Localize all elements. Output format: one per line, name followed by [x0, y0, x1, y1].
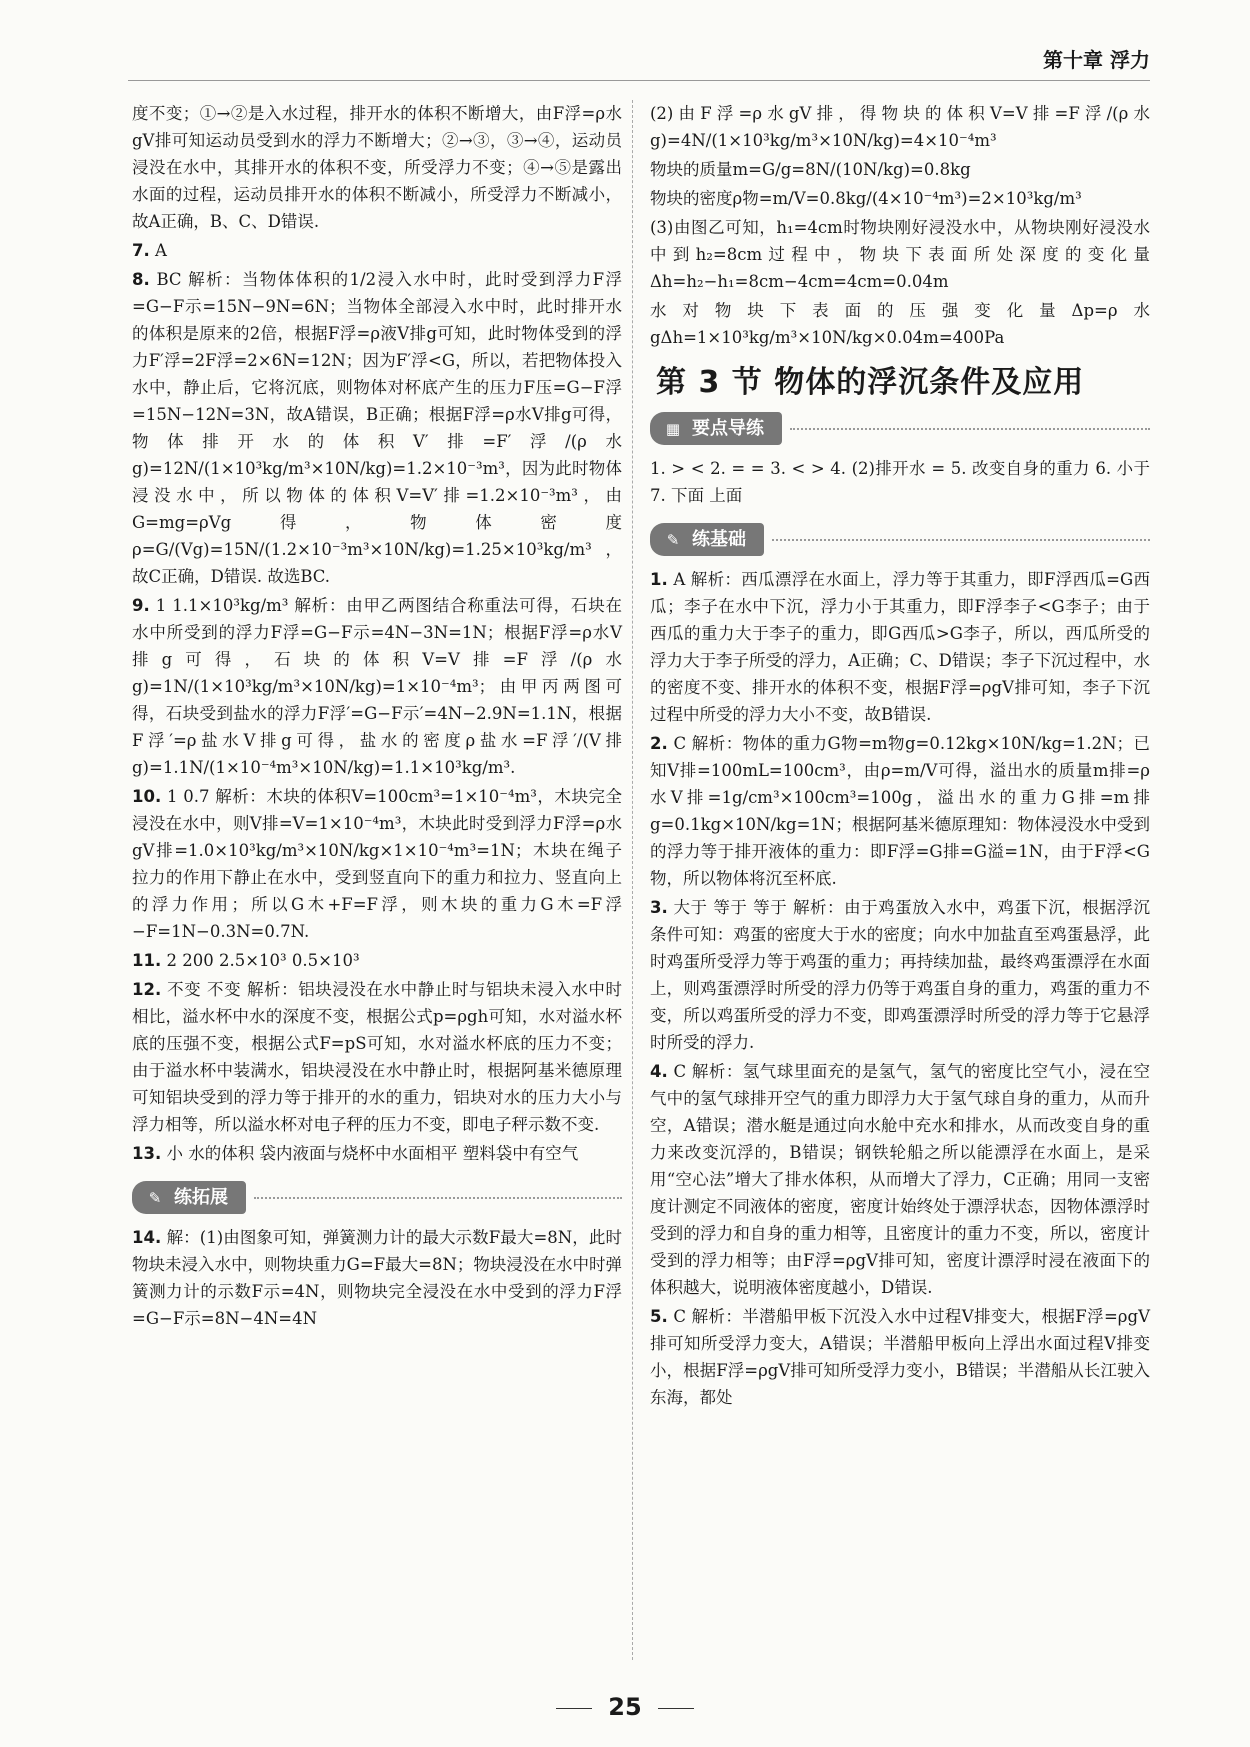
answer-item — [132, 1224, 622, 1332]
item-text: 2 200 2.5×10³ 0.5×10³ — [166, 951, 360, 970]
item-text: 1 0.7 解析：木块的体积V=100cm³=1×10⁻⁴m³，木块完全浸没在水中，则V排=V=1×10⁻⁴m³，木块此时受到浮力F浮=ρ水gV排=1.0×10³kg/m³×10N/kg×1×10⁻⁴m³=1N；木块在绳子拉力的作用下静止在水中，受到竖直向下的重力和拉力、竖直向上的浮力作用；所以G木+F=F浮，则木块的重力G木=F浮−F=1N−0.3N=0.7N. — [132, 787, 622, 941]
banner-tag — [132, 1181, 246, 1214]
answer-item — [650, 730, 1150, 892]
item-number: 8. — [132, 270, 150, 289]
item-number: 11. — [132, 951, 162, 970]
item-number: 14. — [132, 1228, 162, 1247]
answer-item — [650, 894, 1150, 1056]
item-text: 度不变；①→②是入水过程，排开水的体积不断增大，由F浮=ρ水gV排可知运动员受到水的浮力不断增大；②→③，③→④，运动员浸没在水中，其排开水的体积不变，所受浮力不变；④→⑤是露出水面的过程，运动员排开水的体积不断减小，所受浮力不断减小，故A正确，B、C、D错误. — [132, 104, 622, 231]
answer-item — [650, 566, 1150, 728]
item-text: 1 1.1×10³kg/m³ 解析：由甲乙两图结合称重法可得，石块在水中所受到的浮力F浮=G−F示=4N−3N=1N；根据F浮=ρ水V排g可得，石块的体积V=V排=F浮/(ρ水g)=1N/(1×10³kg/m³×10N/kg)=1×10⁻⁴m³；由甲丙两图可得，石块受到盐水的浮力F浮′=G−F示′=4N−2.9N=1.1N，根据F浮′=ρ盐水V排g可得，盐水的密度ρ盐水=F浮′/(V排g)=1.1N/(1×10⁻⁴m³×10N/kg)=1.1×10³kg/m³. — [132, 596, 622, 777]
item-text: A — [155, 241, 167, 260]
answer-item — [650, 1058, 1150, 1301]
page-number: 25 — [608, 1693, 642, 1721]
section-banner — [132, 1181, 622, 1214]
item-text: 不变 不变 解析：铝块浸没在水中静止时与铝块未浸入水中时相比，溢水杯中水的深度不变，根据公式p=ρgh可知，水对溢水杯底的压强不变，根据公式F=pS可知，水对溢水杯底的压力不变；由于溢水杯中装满水，铝块浸没在水中静止时，根据阿基米德原理可知铝块受到的浮力等于排开的水的重力，铝块对水的压力大小与浮力相等，所以溢水杯对电子秤的压力不变，即电子秤示数不变. — [132, 980, 622, 1134]
item-number: 5. — [650, 1307, 668, 1326]
answer-item — [132, 266, 622, 590]
answer-item — [132, 947, 622, 974]
answer-item — [650, 156, 1150, 183]
answer-item — [650, 1303, 1150, 1411]
left-column — [132, 100, 622, 1334]
right-column — [650, 100, 1150, 1413]
item-text: 1. > < 2. = = 3. < > 4. (2)排开水 = 5. 改变自身的重力 6. 小于 7. 下面 上面 — [650, 459, 1150, 505]
item-number: 7. — [132, 241, 150, 260]
answer-item — [132, 1140, 622, 1167]
footer-dash-left — [556, 1708, 592, 1709]
item-text: 大于 等于 等于 解析：由于鸡蛋放入水中，鸡蛋下沉，根据浮沉条件可知：鸡蛋的密度大于水的密度；向水中加盐直至鸡蛋悬浮，此时鸡蛋所受浮力等于鸡蛋的重力；再持续加盐，最终鸡蛋漂浮在水面上，则鸡蛋漂浮时所受的浮力仍等于鸡蛋自身的重力，鸡蛋的重力不变，所以鸡蛋所受的浮力不变，即鸡蛋漂浮时所受的浮力等于它悬浮时所受的浮力. — [650, 898, 1150, 1052]
item-text: 解：(1)由图象可知，弹簧测力计的最大示数F最大=8N，此时物块未浸入水中，则物块重力G=F最大=8N；物块浸没在水中时弹簧测力计的示数F示=4N，则物块完全浸没在水中受到的浮力F浮=G−F示=8N−4N=4N — [132, 1228, 622, 1328]
answer-item — [650, 455, 1150, 509]
section-banner — [650, 412, 1150, 445]
banner-icon: ▦ — [665, 419, 681, 438]
item-text: 小 水的体积 袋内液面与烧杯中水面相平 塑料袋中有空气 — [166, 1144, 579, 1163]
column-divider — [632, 100, 633, 1660]
item-text: 物块的质量m=G/g=8N/(10N/kg)=0.8kg — [650, 160, 971, 179]
banner-icon: ✎ — [666, 530, 680, 549]
item-text: C 解析：物体的重力G物=m物g=0.12kg×10N/kg=1.2N；已知V排=100mL=100cm³，由ρ=m/V可得，溢出水的质量m排=ρ水V排=1g/cm³×100cm³=100g，溢出水的重力G排=m排g=0.1kg×10N/kg=1N；根据阿基米德原理知：物体浸没水中受到的浮力等于排开液体的重力：即F浮=G排=G溢=1N，由于F浮<G物，所以物体将沉至杯底. — [650, 734, 1151, 888]
banner-label: 练拓展 — [174, 1187, 228, 1208]
item-text: C 解析：氢气球里面充的是氢气，氢气的密度比空气小，浸在空气中的氢气球排开空气的重力即浮力大于氢气球自身的重力，从而升空，A错误；潜水艇是通过向水舱中充水和排水，从而改变自身的重力来改变沉浮的，B错误；钢铁轮船之所以能漂浮在水面上，是采用“空心法”增大了排水体积，从而增大了浮力，C正确；用同一支密度计测定不同液体的密度，密度计始终处于漂浮状态，因物体漂浮时受到的浮力和自身的重力相等，且密度计的重力不变，所以，密度计受到的浮力相等；由F浮=ρgV排可知，密度计漂浮时浸在液面下的体积越大，说明液体密度越小，D错误. — [650, 1062, 1150, 1297]
item-number: 4. — [650, 1062, 668, 1081]
answer-item — [132, 100, 622, 235]
item-number: 1. — [650, 570, 668, 589]
item-number: 3. — [650, 898, 668, 917]
footer-dash-right — [658, 1708, 694, 1709]
banner-label: 要点导练 — [692, 418, 764, 439]
item-text: 水对物块下表面的压强变化量Δp=ρ水gΔh=1×10³kg/m³×10N/kg×0.04m=400Pa — [650, 301, 1150, 347]
item-number: 9. — [132, 596, 150, 615]
item-text: 物块的密度ρ物=m/V=0.8kg/(4×10⁻⁴m³)=2×10³kg/m³ — [650, 189, 1082, 208]
banner-line — [772, 539, 1150, 541]
item-text: C 解析：半潜船甲板下沉没入水中过程V排变大，根据F浮=ρgV排可知所受浮力变大，A错误；半潜船甲板向上浮出水面过程V排变小，根据F浮=ρgV排可知所受浮力变小，B错误；半潜船从长江驶入东海，都处 — [650, 1307, 1150, 1407]
item-text: (2)由F浮=ρ水gV排，得物块的体积V=V排=F浮/(ρ水g)=4N/(1×10³kg/m³×10N/kg)=4×10⁻⁴m³ — [650, 104, 1150, 150]
header-rule — [128, 80, 1150, 81]
answer-item — [132, 976, 622, 1138]
answer-item — [650, 214, 1150, 295]
item-number: 12. — [132, 980, 162, 999]
banner-label: 练基础 — [692, 529, 746, 550]
answer-item — [132, 592, 622, 781]
item-number: 10. — [132, 787, 162, 806]
banner-tag — [650, 412, 782, 445]
chapter-header: 第十章 浮力 — [1043, 48, 1150, 72]
item-text: A 解析：西瓜漂浮在水面上，浮力等于其重力，即F浮西瓜=G西瓜；李子在水中下沉，浮力小于其重力，即F浮李子<G李子；由于西瓜的重力大于李子的重力，即G西瓜>G李子，所以，西瓜所受的浮力大于李子所受的浮力，A正确；C、D错误；李子下沉过程中，水的密度不变、排开水的体积不变，根据F浮=ρgV排可知，李子下沉过程中所受的浮力大小不变，故B错误. — [650, 570, 1150, 724]
banner-icon: ✎ — [148, 1188, 162, 1207]
item-text: BC 解析：当物体体积的1/2浸入水中时，此时受到浮力F浮=G−F示=15N−9N=6N；当物体全部浸入水中时，此时排开水的体积是原来的2倍，根据F浮=ρ液V排g可知，此时物体受到的浮力F′浮=2F浮=2×6N=12N；因为F′浮<G，所以，若把物体投入水中，静止后，它将沉底，则物体对杯底产生的压力F压=G−F浮=15N−12N=3N，故A错误，B正确；根据F浮=ρ水V排g可得，物体排开水的体积V′排=F′浮/(ρ水g)=12N/(1×10³kg/m³×10N/kg)=1.2×10⁻³m³，因为此时物体浸没水中，所以物体的体积V=V′排=1.2×10⁻³m³，由G=mg=ρVg得，物体密度ρ=G/(Vg)=15N/(1.2×10⁻³m³×10N/kg)=1.25×10³kg/m³，故C正确，D错误. 故选BC. — [132, 270, 623, 586]
answer-item — [132, 237, 622, 264]
answer-item — [650, 297, 1150, 351]
page-number-footer — [0, 1693, 1250, 1721]
item-text: (3)由图乙可知，h₁=4cm时物块刚好浸没水中，从物块刚好浸没水中到h₂=8cm过程中，物块下表面所处深度的变化量Δh=h₂−h₁=8cm−4cm=4cm=0.04m — [650, 218, 1150, 291]
section-banner — [650, 523, 1150, 556]
answer-item — [132, 783, 622, 945]
item-number: 2. — [650, 734, 668, 753]
answer-item — [650, 185, 1150, 212]
item-number: 13. — [132, 1144, 162, 1163]
banner-line — [254, 1197, 622, 1199]
banner-tag — [650, 523, 764, 556]
section-title: 第 3 节 物体的浮沉条件及应用 — [656, 365, 1085, 400]
answer-item — [650, 100, 1150, 154]
banner-line — [790, 428, 1150, 430]
